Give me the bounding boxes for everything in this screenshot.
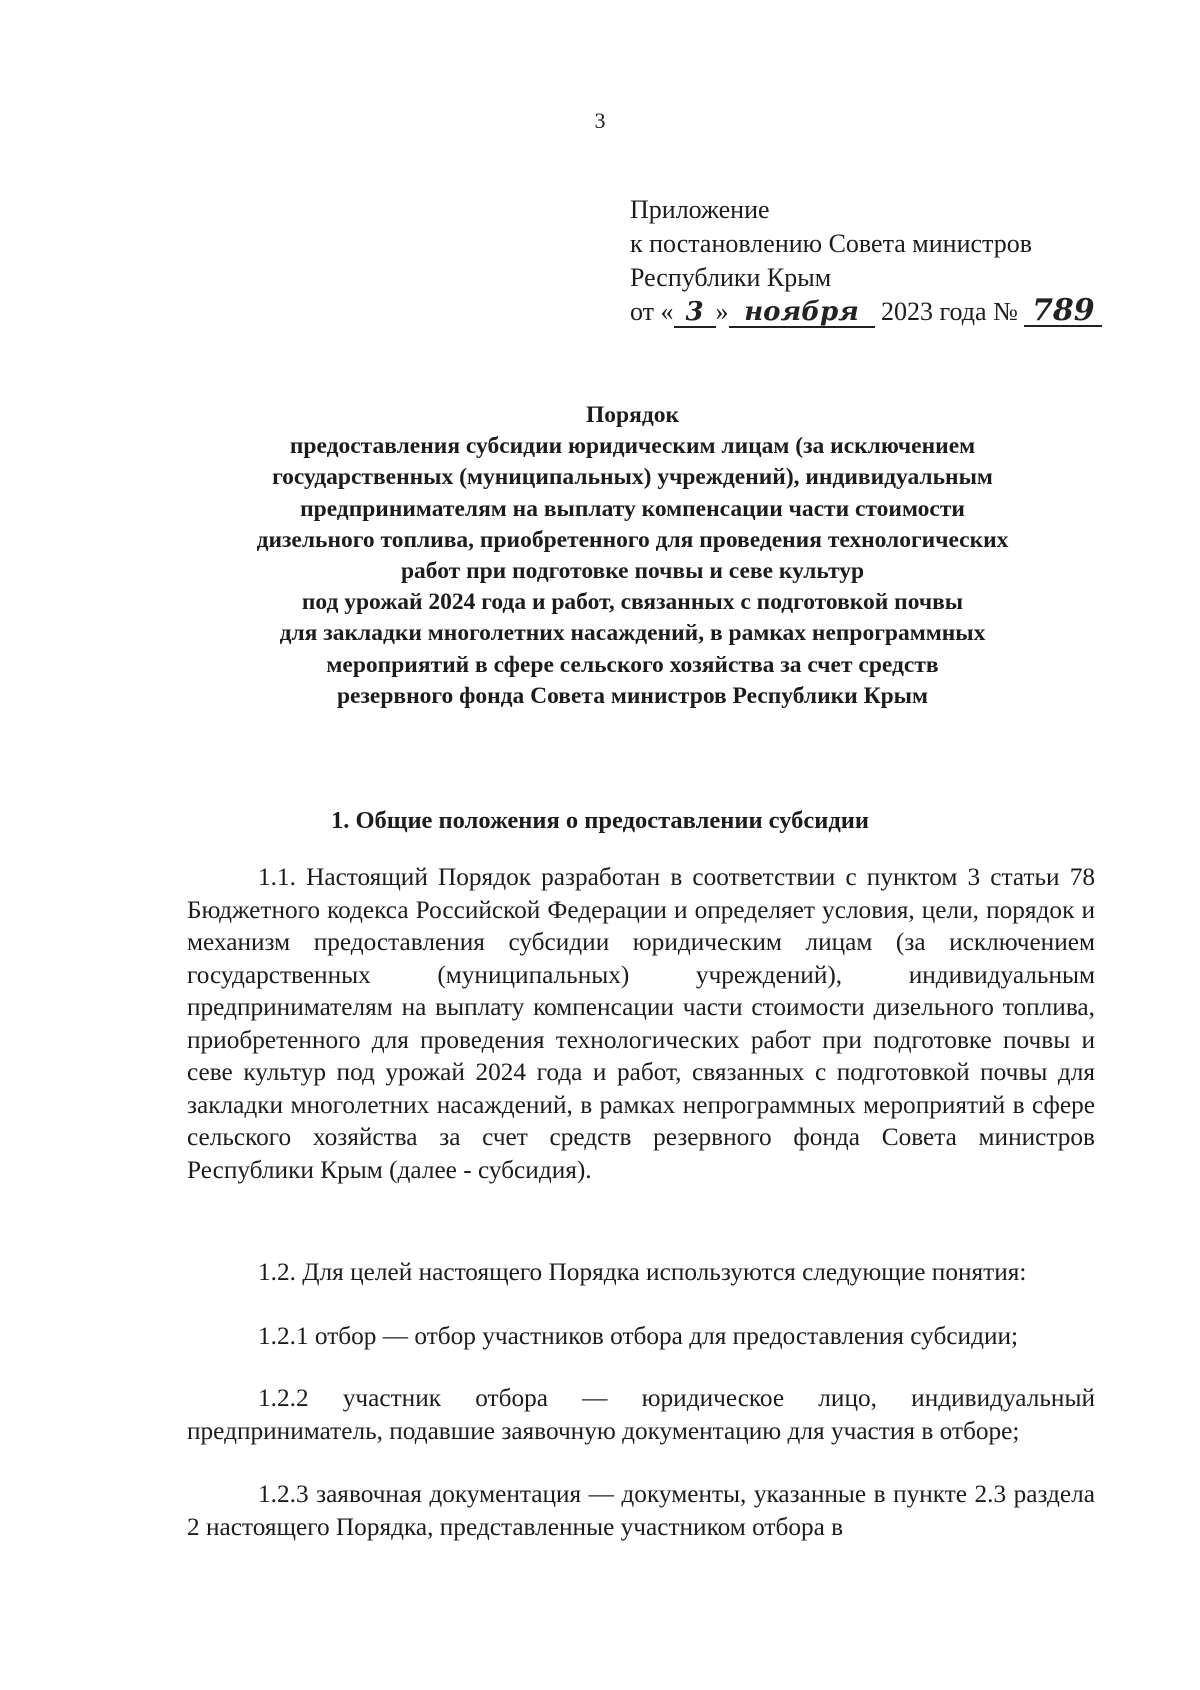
appendix-label: Приложение [630,195,770,224]
date-prefix: от « [630,297,674,326]
title-heading: Порядок [586,402,679,428]
paragraph-text: 1.2.1 отбор — отбор участников отбора для предоставления субсидии; [258,1322,1019,1350]
title-line: государственных (муниципальных) учреждений), индивидуальным [272,464,993,491]
appendix-resolution-line: к постановлению Совета министров [630,229,1032,258]
paragraph-text: 1.2.2 участник отбора — юридическое лицо, индивидуальный предприниматель, подавшие заявочную документацию для участия в отборе; [187,1384,1095,1445]
section-heading: 1. Общие положения о предоставлении субсидии [330,807,870,834]
paragraph-text: 1.2.3 заявочная документация — документы, указанные в пункте 2.3 раздела 2 настоящего Порядка, представленные участником отбора в [187,1480,1095,1541]
title-line: резервного фонда Совета министров Республики Крым [336,682,929,709]
appendix-block [630,193,1150,329]
appendix-date-line [630,295,1150,329]
title-line: под урожай 2024 года и работ, связанных с подготовкой почвы [301,589,964,616]
date-separator: » [715,297,729,326]
page-number: 3 [594,108,606,133]
paragraph-1-2-2 [187,1382,1095,1447]
title-line: для закладки многолетних насаждений, в рамках непрограммных [279,620,986,647]
handwritten-month: ноября [729,298,875,328]
handwritten-day: 3 [674,298,716,328]
paragraph-text: 1.2. Для целей настоящего Порядка используются следующие понятия: [258,1258,1027,1286]
paragraph-text: 1.1. Настоящий Порядок разработан в соответствии с пунктом 3 статьи 78 Бюджетного кодекса Российской Федерации и определяет условия, цели, порядок и механизм предоставления субсидии юридическим лицам (за исключением государственных (муниципальных) учреждений), индивидуальным предпринимателям на выплату компенсации части стоимости дизельного топлива, приобретенного для проведения технологических работ при подготовке почвы и севе культур под урожай 2024 года и работ, связанных с подготовкой почвы для закладки многолетних насаждений, в рамках непрограммных мероприятий в сфере сельского хозяйства за счет средств резервного фонда Совета министров Республики Крым (далее - субсидия). [187,863,1095,1184]
appendix-republic-line: Республики Крым [630,263,832,292]
paragraph-1-1 [187,861,1095,1186]
date-year-text: 2023 года № [881,297,1018,326]
document-title [185,400,1080,712]
title-line: предоставления субсидии юридическим лицам (за исключением [289,433,976,460]
paragraph-1-2-3 [187,1478,1095,1543]
title-line: дизельного топлива, приобретенного для проведения технологических [256,526,1009,553]
handwritten-order-number: 789 [1024,297,1102,327]
paragraph-1-2 [187,1256,1095,1289]
title-line: работ при подготовке почвы и севе культур [400,558,865,585]
title-line: мероприятий в сфере сельского хозяйства за счет средств [326,651,939,678]
title-line: предпринимателям на выплату компенсации части стоимости [300,495,965,522]
paragraph-1-2-1 [187,1320,1095,1353]
